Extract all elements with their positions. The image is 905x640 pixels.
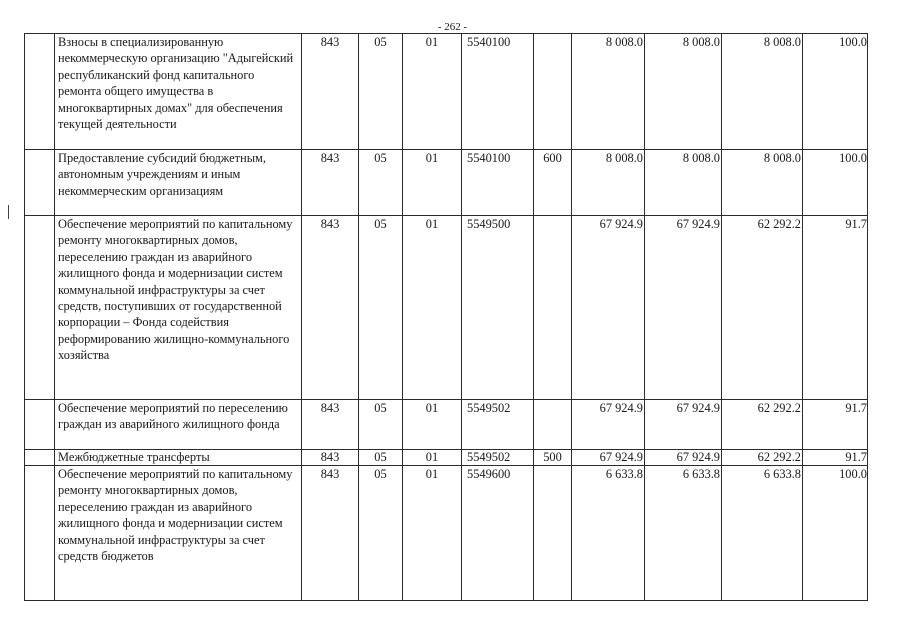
ministry-code: 843 — [302, 450, 359, 466]
table-row — [25, 450, 868, 466]
table-row — [25, 216, 868, 400]
execution-percent: 100.0 — [803, 34, 868, 150]
expense-type-code — [534, 466, 572, 601]
expense-type-code — [534, 400, 572, 450]
plan-amount: 67 924.9 — [572, 400, 645, 450]
table-row — [25, 34, 868, 150]
section-code: 05 — [359, 450, 403, 466]
row-marker-cell — [25, 450, 55, 466]
table-row — [25, 150, 868, 216]
subsection-code: 01 — [403, 216, 462, 400]
target-code: 5549500 — [462, 216, 534, 400]
target-code: 5540100 — [462, 150, 534, 216]
section-code: 05 — [359, 150, 403, 216]
executed-amount: 8 008.0 — [722, 34, 803, 150]
section-code: 05 — [359, 34, 403, 150]
ministry-code: 843 — [302, 466, 359, 601]
execution-percent: 91.7 — [803, 216, 868, 400]
section-code: 05 — [359, 216, 403, 400]
execution-percent: 91.7 — [803, 450, 868, 466]
plan-amount: 8 008.0 — [572, 150, 645, 216]
plan-amount: 67 924.9 — [572, 216, 645, 400]
ministry-code: 843 — [302, 400, 359, 450]
executed-amount: 62 292.2 — [722, 216, 803, 400]
item-name: Обеспечение мероприятий по капитальному ремонту многоквартирных домов, переселению граждан из аварийного жилищного фонда и модернизации систем коммунальной инфраструктуры за счет средств, поступивших от государственной корпорации – Фонда содействия реформированию жилищно-коммунального хозяйства — [55, 216, 302, 400]
plan-amount: 8 008.0 — [572, 34, 645, 150]
target-code: 5549502 — [462, 400, 534, 450]
section-code: 05 — [359, 466, 403, 601]
plan-amount: 6 633.8 — [572, 466, 645, 601]
adjusted-plan-amount: 67 924.9 — [645, 450, 722, 466]
table-row — [25, 466, 868, 601]
execution-percent: 91.7 — [803, 400, 868, 450]
item-name: Обеспечение мероприятий по переселению граждан из аварийного жилищного фонда — [55, 400, 302, 450]
section-code: 05 — [359, 400, 403, 450]
item-name: Межбюджетные трансферты — [55, 450, 302, 466]
expense-type-code — [534, 34, 572, 150]
expense-type-code: 600 — [534, 150, 572, 216]
page-number: - 262 - — [437, 21, 468, 33]
row-marker-cell — [25, 34, 55, 150]
row-marker-cell — [25, 400, 55, 450]
subsection-code: 01 — [403, 466, 462, 601]
row-marker-cell — [25, 150, 55, 216]
adjusted-plan-amount: 6 633.8 — [645, 466, 722, 601]
ministry-code: 843 — [302, 150, 359, 216]
adjusted-plan-amount: 67 924.9 — [645, 216, 722, 400]
executed-amount: 6 633.8 — [722, 466, 803, 601]
execution-percent: 100.0 — [803, 466, 868, 601]
row-marker-cell — [25, 466, 55, 601]
ministry-code: 843 — [302, 34, 359, 150]
expense-type-code — [534, 216, 572, 400]
margin-mark — [8, 205, 9, 219]
subsection-code: 01 — [403, 450, 462, 466]
adjusted-plan-amount: 67 924.9 — [645, 400, 722, 450]
subsection-code: 01 — [403, 400, 462, 450]
target-code: 5540100 — [462, 34, 534, 150]
ministry-code: 843 — [302, 216, 359, 400]
subsection-code: 01 — [403, 34, 462, 150]
budget-table — [24, 33, 868, 601]
executed-amount: 62 292.2 — [722, 450, 803, 466]
adjusted-plan-amount: 8 008.0 — [645, 150, 722, 216]
item-name: Обеспечение мероприятий по капитальному ремонту многоквартирных домов, переселению граждан из аварийного жилищного фонда и модернизации систем коммунальной инфраструктуры за счет средств бюджетов — [55, 466, 302, 601]
target-code: 5549502 — [462, 450, 534, 466]
row-marker-cell — [25, 216, 55, 400]
plan-amount: 67 924.9 — [572, 450, 645, 466]
target-code: 5549600 — [462, 466, 534, 601]
expense-type-code: 500 — [534, 450, 572, 466]
executed-amount: 62 292.2 — [722, 400, 803, 450]
adjusted-plan-amount: 8 008.0 — [645, 34, 722, 150]
table-row — [25, 400, 868, 450]
item-name: Взносы в специализированную некоммерческую организацию "Адыгейский республиканский фонд капитального ремонта общего имущества в многоквартирных домах" для обеспечения текущей деятельности — [55, 34, 302, 150]
execution-percent: 100.0 — [803, 150, 868, 216]
executed-amount: 8 008.0 — [722, 150, 803, 216]
subsection-code: 01 — [403, 150, 462, 216]
item-name: Предоставление субсидий бюджетным, автономным учреждениям и иным некоммерческим организациям — [55, 150, 302, 216]
